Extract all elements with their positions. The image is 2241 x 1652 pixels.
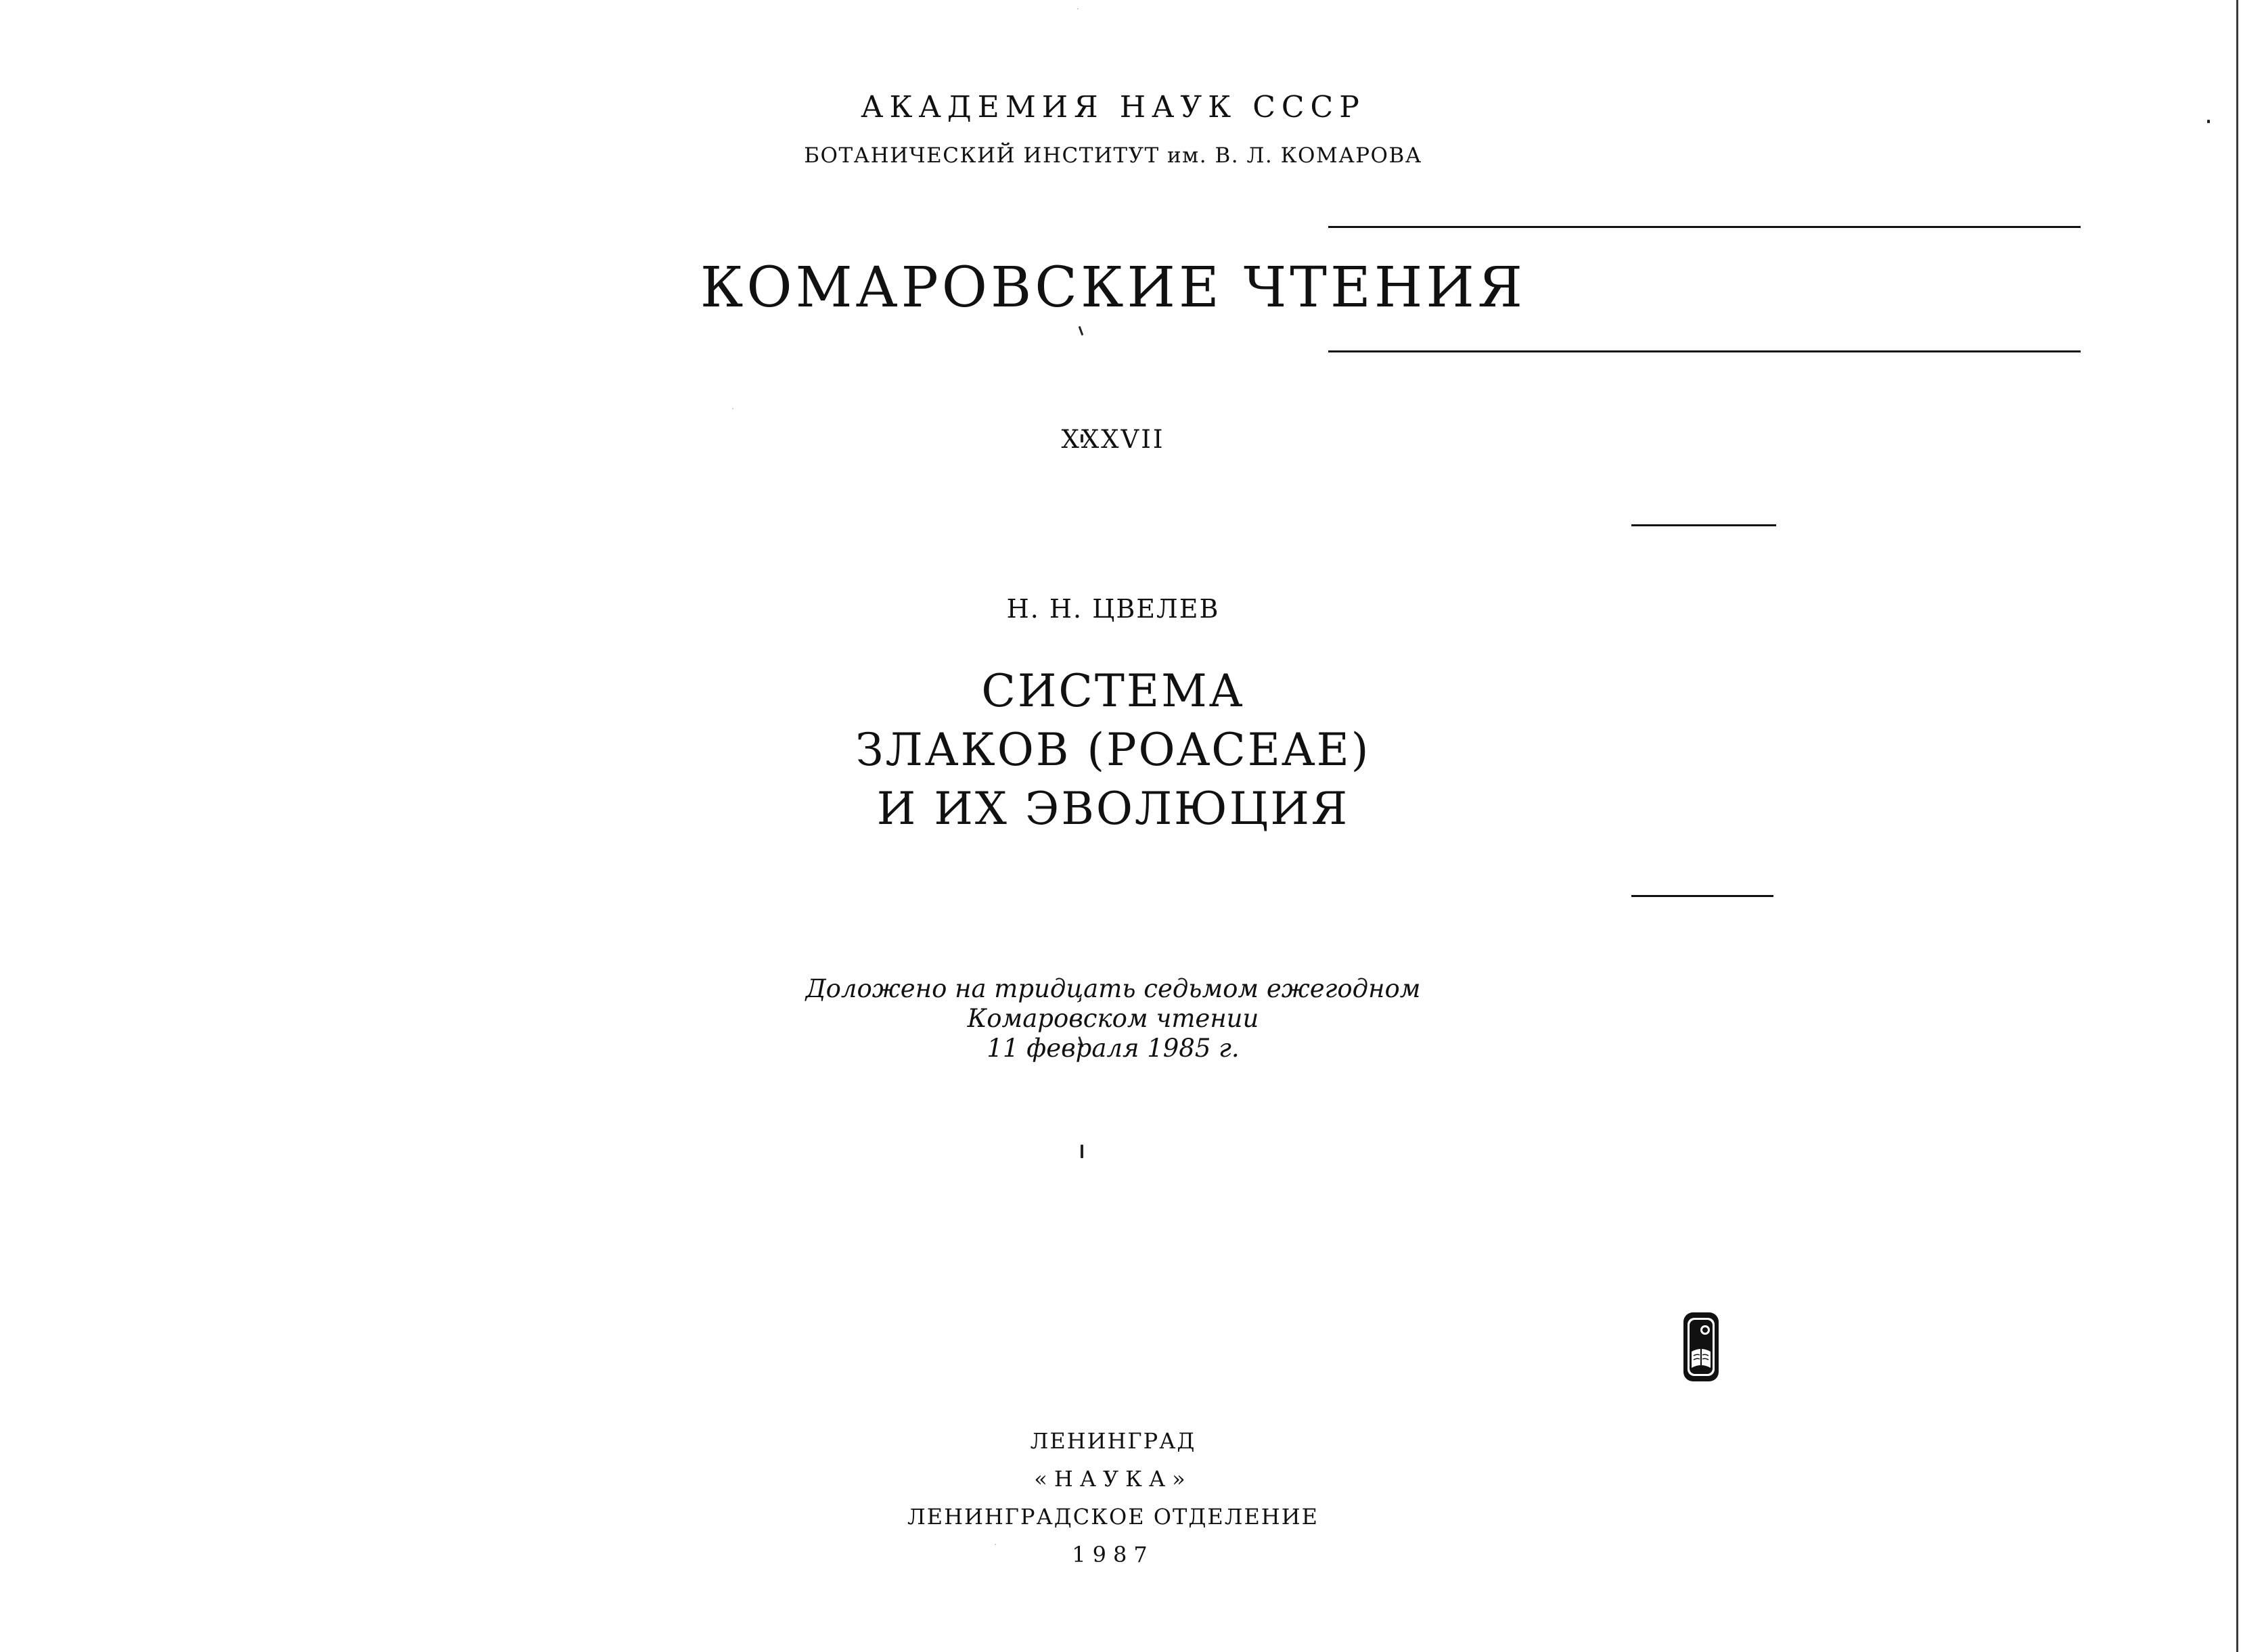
short-divider: [1631, 895, 1773, 897]
binding-mark: [1079, 326, 1084, 336]
dedication-line: 11 февраля 1985 г.: [987, 1034, 1240, 1063]
dedication-line: Доложено на тридцать седьмом ежегодном: [805, 974, 1421, 1003]
short-divider: [1631, 524, 1776, 526]
page-edge: [2236, 0, 2238, 1652]
imprint-city: ЛЕНИНГРАД: [1030, 1428, 1196, 1454]
imprint-publisher: «НАУКА»: [1034, 1466, 1192, 1492]
dedication-note: [514, 974, 1712, 1063]
imprint-division: ЛЕНИНГРАДСКОЕ ОТДЕЛЕНИЕ: [907, 1504, 1319, 1530]
series-title: КОМАРОВСКИЕ ЧТЕНИЯ: [700, 256, 1526, 320]
top-rule: [1328, 226, 2081, 228]
academy-name: АКАДЕМИЯ НАУК СССР: [861, 90, 1365, 124]
nauka-publisher-logo-icon: [1682, 1311, 1720, 1383]
bottom-rule: [1328, 350, 2081, 352]
edge-mark: [2207, 120, 2210, 123]
imprint-block: [514, 1422, 1712, 1574]
author-name: Н. Н. ЦВЕЛЕВ: [1006, 594, 1220, 624]
binding-mark: [1081, 1145, 1083, 1158]
dedication-line: Комаровском чтении: [967, 1004, 1259, 1033]
book-title-line: ЗЛАКОВ (POACEAE): [855, 724, 1371, 776]
book-title-line: И ИХ ЭВОЛЮЦИЯ: [876, 783, 1350, 835]
imprint-year: 1987: [1072, 1542, 1154, 1567]
volume-number: XXXVII: [1061, 425, 1165, 454]
book-title: [514, 662, 1712, 838]
book-title-line: СИСТЕМА: [981, 665, 1245, 717]
institute-name: БОТАНИЧЕСКИЙ ИНСТИТУТ им. В. Л. КОМАРОВА: [804, 143, 1422, 168]
